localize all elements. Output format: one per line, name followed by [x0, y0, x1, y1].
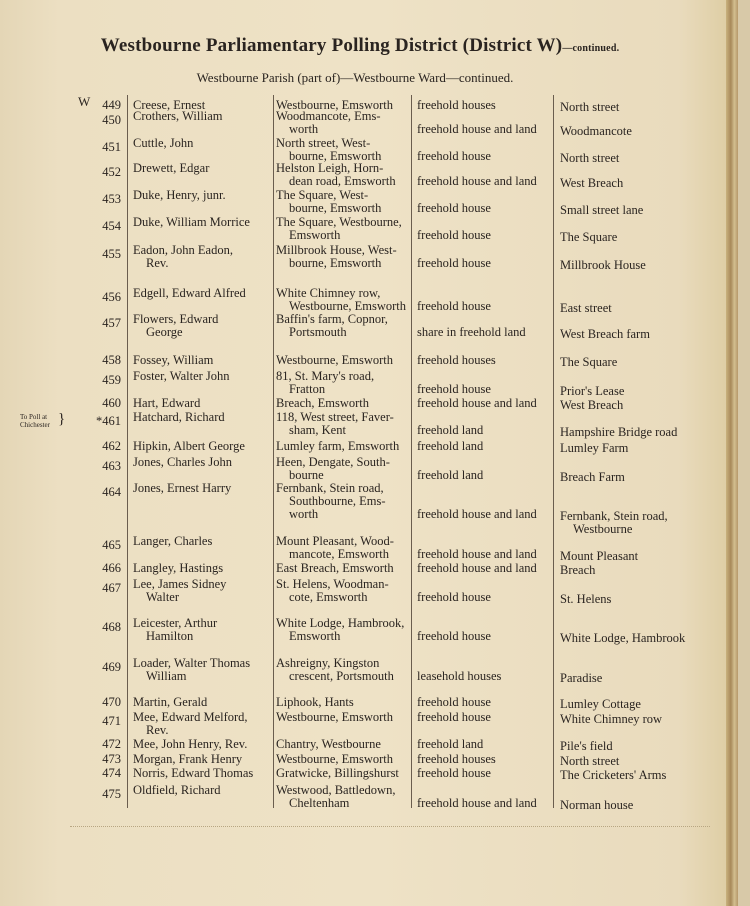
property-location-line: East street — [560, 301, 612, 315]
qualification-line: freehold land — [417, 737, 484, 751]
abode — [276, 189, 413, 215]
qualification — [417, 767, 554, 780]
abode — [276, 137, 413, 163]
property-location-line: Norman house — [560, 798, 634, 812]
qualification — [417, 797, 554, 810]
abode — [276, 110, 413, 136]
property-location-line: Small street lane — [560, 203, 644, 217]
voter-name-line: Loader, Walter Thomas — [133, 656, 251, 670]
abode-line: North street, West- — [276, 136, 371, 150]
abode-line: sham, Kent — [289, 423, 346, 437]
column-rule — [127, 95, 128, 808]
property-location-line: West Breach — [560, 398, 624, 412]
property-location-line: North street — [560, 100, 620, 114]
abode — [276, 411, 413, 437]
abode — [276, 287, 413, 313]
qualification-line: freehold house and land — [417, 507, 537, 521]
voter-name-line: Foster, Walter John — [133, 369, 230, 383]
qualification-line: freehold houses — [417, 98, 496, 112]
abode — [276, 617, 413, 643]
abode — [276, 456, 413, 482]
abode — [276, 753, 413, 766]
voter-name-line: Hipkin, Albert George — [133, 439, 245, 453]
voter-name-line: Hart, Edward — [133, 396, 201, 410]
qualification — [417, 354, 554, 367]
entry-number: 451 — [102, 140, 121, 154]
qualification-line: freehold house and land — [417, 174, 537, 188]
property-location-line: Paradise — [560, 671, 603, 685]
abode — [276, 784, 413, 810]
property-location — [560, 564, 735, 577]
voter-name — [133, 657, 273, 683]
entry-number: 455 — [102, 247, 121, 261]
abode-line: Southbourne, Ems- — [289, 494, 386, 508]
voter-name-line: William — [146, 669, 187, 683]
abode — [276, 767, 413, 780]
qualification-line: freehold house — [417, 629, 491, 643]
property-location — [560, 799, 735, 812]
voter-name-line: Langer, Charles — [133, 534, 213, 548]
voter-name — [133, 354, 273, 367]
abode-line: St. Helens, Woodman- — [276, 577, 389, 591]
voter-name-line: Rev. — [146, 723, 169, 737]
voter-name — [133, 162, 273, 175]
property-location-line: Hampshire Bridge road — [560, 425, 678, 439]
property-location-line: West Breach — [560, 176, 624, 190]
voter-name — [133, 711, 273, 737]
qualification — [417, 99, 554, 112]
voter-name-line: Hamilton — [146, 629, 194, 643]
property-location-line: Prior's Lease — [560, 384, 625, 398]
property-location — [560, 769, 735, 782]
column-rule — [273, 95, 274, 808]
abode-line: bourne — [289, 468, 324, 482]
abode-line: Cheltenham — [289, 796, 350, 810]
qualification — [417, 202, 554, 215]
voter-name-line: Hatchard, Richard — [133, 410, 225, 424]
property-location-line: St. Helens — [560, 592, 612, 606]
abode-line: mancote, Emsworth — [289, 547, 389, 561]
brace-icon: } — [58, 411, 66, 427]
voter-name — [133, 313, 273, 339]
voter-name-line: George — [146, 325, 183, 339]
abode — [276, 162, 413, 188]
property-location — [560, 755, 735, 768]
abode-line: The Square, Westbourne, — [276, 215, 402, 229]
qualification — [417, 562, 554, 575]
qualification-line: freehold houses — [417, 353, 496, 367]
qualification — [417, 257, 554, 270]
qualification-line: freehold house — [417, 695, 491, 709]
property-location — [560, 101, 735, 114]
entry-number: 452 — [102, 165, 121, 179]
abode-line: Liphook, Hants — [276, 695, 354, 709]
property-location-line: Lumley Cottage — [560, 697, 641, 711]
voter-name — [133, 535, 273, 548]
qualification-line: freehold house — [417, 299, 491, 313]
property-location — [560, 328, 735, 341]
voter-name-line: Jones, Charles John — [133, 455, 232, 469]
entry-number: 450 — [102, 113, 121, 127]
abode-line: Fratton — [289, 382, 326, 396]
voter-name — [133, 562, 273, 575]
abode-line: Westwood, Battledown, — [276, 783, 396, 797]
entry-number: 460 — [102, 396, 121, 410]
abode-line: East Breach, Emsworth — [276, 561, 394, 575]
voter-name-line: Flowers, Edward — [133, 312, 219, 326]
qualification-line: freehold houses — [417, 752, 496, 766]
voter-name — [133, 189, 273, 202]
property-location — [560, 177, 735, 190]
abode-line: crescent, Portsmouth — [289, 669, 394, 683]
property-location-line: West Breach farm — [560, 327, 650, 341]
abode-line: Baffin's farm, Copnor, — [276, 312, 388, 326]
property-location-line: The Cricketers' Arms — [560, 768, 667, 782]
abode — [276, 244, 413, 270]
qualification-line: freehold house and land — [417, 396, 537, 410]
qualification — [417, 670, 554, 683]
abode — [276, 578, 413, 604]
entry-number: 463 — [102, 459, 121, 473]
property-location — [560, 550, 735, 563]
property-location-line: Fernbank, Stein road, — [560, 509, 668, 523]
qualification-line: freehold house — [417, 382, 491, 396]
entry-number: 462 — [102, 439, 121, 453]
property-location-line: North street — [560, 754, 620, 768]
qualification — [417, 383, 554, 396]
voter-name — [133, 244, 273, 270]
voter-name — [133, 578, 273, 604]
voter-name — [133, 137, 273, 150]
abode-line: Westbourne, Emsworth — [276, 98, 394, 112]
property-location-line: The Square — [560, 230, 618, 244]
qualification-line: freehold house — [417, 149, 491, 163]
voter-name — [133, 370, 273, 383]
voter-name-line: Fossey, William — [133, 353, 214, 367]
abode-line: Mount Pleasant, Wood- — [276, 534, 394, 548]
qualification — [417, 123, 554, 136]
voter-name-line: Rev. — [146, 256, 169, 270]
abode-line: Heen, Dengate, South- — [276, 455, 390, 469]
entry-number: 472 — [102, 737, 121, 751]
property-location — [560, 593, 735, 606]
abode-line: Helston Leigh, Horn- — [276, 161, 384, 175]
property-location — [560, 426, 735, 439]
qualification — [417, 753, 554, 766]
abode-line: worth — [289, 507, 319, 521]
qualification-line: freehold land — [417, 468, 484, 482]
margin-note: To Poll at Chichester — [20, 413, 50, 429]
qualification — [417, 300, 554, 313]
voter-name-line: Edgell, Edward Alfred — [133, 286, 246, 300]
qualification-line: freehold house — [417, 256, 491, 270]
qualification — [417, 696, 554, 709]
abode-line: Millbrook House, West- — [276, 243, 397, 257]
entry-number: 465 — [102, 538, 121, 552]
voter-name-line: Walter — [146, 590, 180, 604]
title-text: Westbourne Parliamentary Polling District (District W) — [100, 35, 563, 56]
entry-number: 474 — [102, 766, 121, 780]
voter-name-line: Morgan, Frank Henry — [133, 752, 243, 766]
abode-line: bourne, Emsworth — [289, 149, 382, 163]
voter-name — [133, 767, 273, 780]
district-letter: W — [78, 94, 91, 109]
voter-name-line: Cuttle, John — [133, 136, 194, 150]
property-location-line: The Square — [560, 355, 618, 369]
voter-name — [133, 696, 273, 709]
abode-line: Westbourne, Emsworth — [289, 299, 407, 313]
abode-line: Gratwicke, Billingshurst — [276, 766, 399, 780]
abode-line: bourne, Emsworth — [289, 256, 382, 270]
qualification — [417, 150, 554, 163]
qualification-line: leasehold houses — [417, 669, 502, 683]
property-location — [560, 471, 735, 484]
abode-line: White Chimney row, — [276, 286, 381, 300]
property-location — [560, 385, 735, 398]
qualification — [417, 424, 554, 437]
entry-number: 459 — [102, 373, 121, 387]
abode — [276, 711, 413, 724]
voter-name-line: Creese, Ernest — [133, 98, 206, 112]
qualification — [417, 229, 554, 242]
property-location — [560, 152, 735, 165]
abode-line: Portsmouth — [289, 325, 347, 339]
abode-line: Lumley farm, Emsworth — [276, 439, 400, 453]
abode — [276, 440, 413, 453]
abode-line: Fernbank, Stein road, — [276, 481, 384, 495]
abode — [276, 562, 413, 575]
voter-name-line: Jones, Ernest Harry — [133, 481, 232, 495]
abode-line: The Square, West- — [276, 188, 369, 202]
property-location — [560, 632, 735, 645]
qualification-line: freehold house — [417, 228, 491, 242]
abode — [276, 313, 413, 339]
property-location — [560, 259, 735, 272]
voter-name — [133, 456, 273, 469]
entry-number: 454 — [102, 219, 121, 233]
voter-name — [133, 287, 273, 300]
qualification — [417, 326, 554, 339]
property-location — [560, 713, 735, 726]
abode — [276, 738, 413, 751]
qualification-line: freehold house — [417, 710, 491, 724]
entry-number: 457 — [102, 316, 121, 330]
entry-number: 453 — [102, 192, 121, 206]
property-location — [560, 442, 735, 455]
qualification-line: freehold house — [417, 766, 491, 780]
property-location-line: North street — [560, 151, 620, 165]
abode-line: Westbourne, Emsworth — [276, 353, 394, 367]
voter-name — [133, 110, 273, 123]
entry-number: 473 — [102, 752, 121, 766]
qualification-line: freehold land — [417, 423, 484, 437]
voter-name — [133, 411, 273, 424]
qualification-line: freehold house — [417, 201, 491, 215]
abode-line: bourne, Emsworth — [289, 201, 382, 215]
bottom-rule — [70, 826, 710, 827]
title-suffix: —continued. — [562, 43, 620, 54]
abode-line: worth — [289, 122, 319, 136]
voter-name-line: Oldfield, Richard — [133, 783, 221, 797]
entry-number: *461 — [96, 414, 121, 428]
qualification-line: freehold house and land — [417, 122, 537, 136]
voter-name — [133, 617, 273, 643]
property-location-line: Woodmancote — [560, 124, 632, 138]
qualification — [417, 469, 554, 482]
qualification-line: freehold house and land — [417, 561, 537, 575]
abode-line: Woodmancote, Ems- — [276, 109, 381, 123]
qualification — [417, 175, 554, 188]
voter-name — [133, 784, 273, 797]
abode-line: dean road, Emsworth — [289, 174, 396, 188]
abode — [276, 354, 413, 367]
abode-line: Ashreigny, Kingston — [276, 656, 380, 670]
entry-number: 458 — [102, 353, 121, 367]
abode — [276, 657, 413, 683]
property-location-line: Breach — [560, 563, 596, 577]
voter-name-line: Duke, Henry, junr. — [133, 188, 226, 202]
abode — [276, 482, 413, 521]
entry-number: 471 — [102, 714, 121, 728]
abode — [276, 216, 413, 242]
entry-number: 456 — [102, 290, 121, 304]
voter-name-line: Duke, William Morrice — [133, 215, 250, 229]
property-location — [560, 740, 735, 753]
qualification — [417, 397, 554, 410]
qualification — [417, 440, 554, 453]
voter-name-line: Norris, Edward Thomas — [133, 766, 254, 780]
property-location-line: White Lodge, Hambrook — [560, 631, 686, 645]
voter-name-line: Lee, James Sidney — [133, 577, 227, 591]
entry-number: 475 — [102, 787, 121, 801]
entry-number: 466 — [102, 561, 121, 575]
voter-name — [133, 753, 273, 766]
qualification-line: freehold house and land — [417, 796, 537, 810]
property-location-line: White Chimney row — [560, 712, 663, 726]
entry-number: 470 — [102, 695, 121, 709]
page-title — [0, 35, 720, 57]
abode-line: White Lodge, Hambrook, — [276, 616, 405, 630]
property-location — [560, 356, 735, 369]
qualification-line: share in freehold land — [417, 325, 526, 339]
voter-name — [133, 440, 273, 453]
abode — [276, 370, 413, 396]
property-location-line: Breach Farm — [560, 470, 625, 484]
entry-number: 449 — [102, 98, 121, 112]
property-location — [560, 399, 735, 412]
abode — [276, 696, 413, 709]
property-location — [560, 231, 735, 244]
voter-name-line: Langley, Hastings — [133, 561, 224, 575]
property-location — [560, 302, 735, 315]
entry-number: 468 — [102, 620, 121, 634]
property-location — [560, 125, 735, 138]
property-location — [560, 510, 735, 536]
voter-name-line: Leicester, Arthur — [133, 616, 218, 630]
voter-name — [133, 397, 273, 410]
qualification-line: freehold house and land — [417, 547, 537, 561]
voter-name-line: Crothers, William — [133, 109, 223, 123]
property-location-line: Lumley Farm — [560, 441, 629, 455]
voter-name-line: Drewett, Edgar — [133, 161, 210, 175]
voter-name-line: Eadon, John Eadon, — [133, 243, 233, 257]
voter-name — [133, 216, 273, 229]
voter-name-line: Mee, John Henry, Rev. — [133, 737, 248, 751]
voter-name — [133, 738, 273, 751]
abode-line: Westbourne, Emsworth — [276, 752, 394, 766]
property-location — [560, 204, 735, 217]
property-location-line: Westbourne — [573, 522, 633, 536]
abode-line: 81, St. Mary's road, — [276, 369, 375, 383]
property-location — [560, 698, 735, 711]
page-subtitle: Westbourne Parish (part of)—Westbourne Ward—continued. — [196, 70, 514, 85]
voter-name-line: Martin, Gerald — [133, 695, 208, 709]
abode-line: Emsworth — [289, 228, 341, 242]
qualification — [417, 508, 554, 521]
qualification-line: freehold land — [417, 439, 484, 453]
qualification-line: freehold house — [417, 590, 491, 604]
abode-line: Chantry, Westbourne — [276, 737, 381, 751]
qualification — [417, 591, 554, 604]
abode-line: Emsworth — [289, 629, 341, 643]
abode-line: cote, Emsworth — [289, 590, 368, 604]
abode — [276, 397, 413, 410]
abode-line: 118, West street, Faver- — [276, 410, 394, 424]
abode-line: Westbourne, Emsworth — [276, 710, 394, 724]
qualification — [417, 630, 554, 643]
property-location — [560, 672, 735, 685]
voter-name — [133, 482, 273, 495]
qualification — [417, 738, 554, 751]
entry-number: 467 — [102, 581, 121, 595]
property-location-line: Pile's field — [560, 739, 613, 753]
abode-line: Breach, Emsworth — [276, 396, 370, 410]
qualification — [417, 548, 554, 561]
property-location-line: Mount Pleasant — [560, 549, 639, 563]
qualification — [417, 711, 554, 724]
voter-name-line: Mee, Edward Melford, — [133, 710, 248, 724]
page-edge — [726, 0, 738, 906]
entry-number: 464 — [102, 485, 121, 499]
property-location-line: Millbrook House — [560, 258, 646, 272]
entry-number: 469 — [102, 660, 121, 674]
abode — [276, 535, 413, 561]
